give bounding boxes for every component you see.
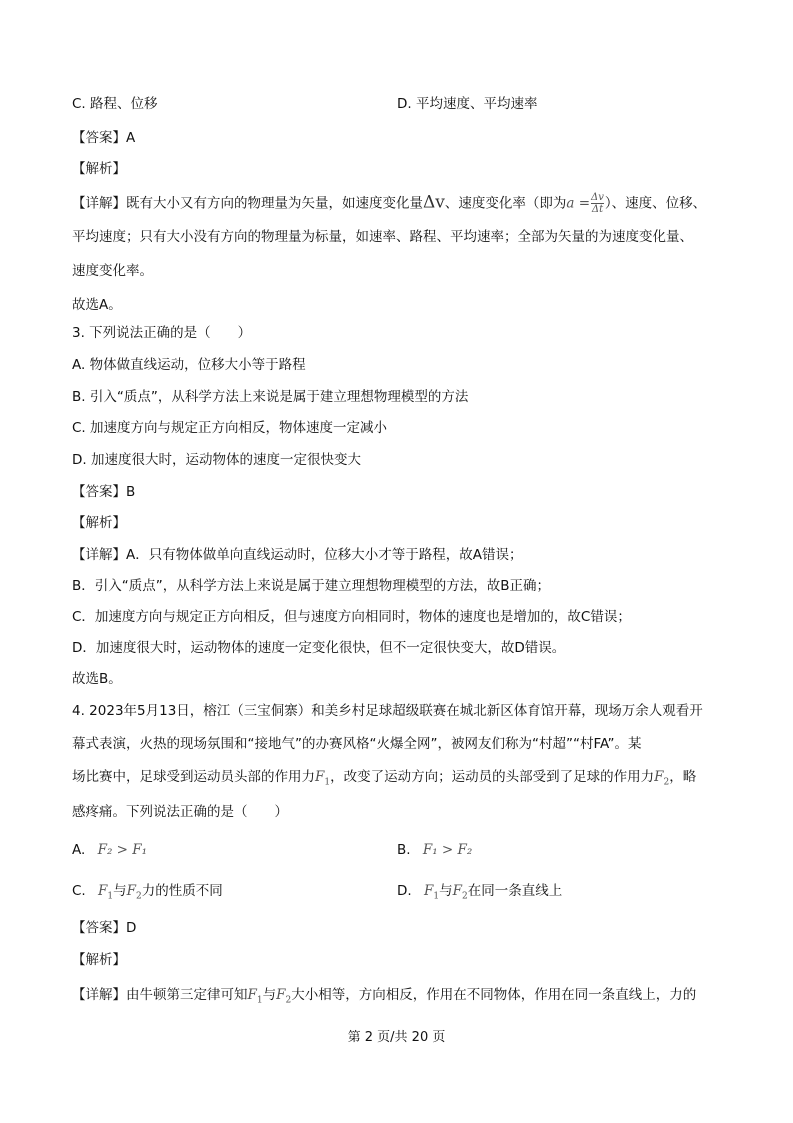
q3-option-d: D. 加速度很大时，运动物体的速度一定很快变大 (72, 452, 361, 468)
accel-lhs: a = (566, 195, 591, 212)
f2-symbol: $F_2$ (126, 883, 142, 902)
q3-detail-c: C．加速度方向与规定正方向相反，但与速度方向相同时，物体的速度也是增加的，故C错误； (72, 609, 631, 625)
q4-option-b (397, 840, 472, 860)
q4-stem-line-2: 幕式表演，火热的现场氛围和“接地气”的办赛风格“火爆全网”，被网友们称为“村超”“村FA”。某 (72, 736, 642, 752)
q3-option-b: B. 引入“质点”，从科学方法上来说是属于建立理想物理模型的方法 (72, 389, 469, 405)
accel-fraction (591, 192, 604, 215)
q3-stem: 3. 下列说法正确的是（ ） (72, 325, 252, 341)
q2-analysis-label: 【解析】 (72, 161, 126, 177)
q4-analysis-label: 【解析】 (72, 952, 126, 968)
q4-option-b-expr: F₁ > F₂ (422, 842, 473, 858)
q3-analysis-label: 【解析】 (72, 515, 126, 531)
q4-option-c (72, 881, 223, 907)
q3-detail-a: 【详解】A．只有物体做单向直线运动时，位移大小才等于路程，故A错误； (72, 547, 523, 563)
q4-stem-line-3 (72, 767, 696, 793)
q4-detail-a: 【详解】由牛顿第三定律可知 (72, 987, 248, 1003)
q4-option-a (72, 840, 147, 860)
q3-option-a: A. 物体做直线运动，位移大小等于路程 (72, 357, 306, 373)
q2-option-c: C. 路程、位移 (72, 96, 158, 112)
q4-option-c-label: C. (72, 883, 86, 899)
q3-conclusion: 故选B。 (72, 671, 122, 687)
page-footer: 第 2 页/共 20 页 (347, 1030, 446, 1045)
f2-symbol: $F_2$ (452, 883, 468, 902)
f1-symbol: $F_1$ (98, 883, 114, 902)
frac-numerator: Δv (591, 192, 604, 203)
q4-option-b-label: B. (397, 842, 411, 858)
q4-option-a-expr: F₂ > F₁ (97, 842, 148, 858)
q4-detail-line (72, 985, 696, 1011)
q2-detail-line-3: 速度变化率。 (72, 263, 153, 279)
q4-stem-3a: 场比赛中，足球受到运动员头部的作用力 (72, 769, 315, 785)
q4-option-d-text: 在同一条直线上 (467, 883, 563, 899)
q4-option-d-label: D. (397, 883, 412, 899)
q4-answer: 【答案】D (72, 920, 137, 936)
q4-stem-line-4: 感疼痛。下列说法正确的是（ ） (72, 804, 288, 820)
q2-answer: 【答案】A (72, 130, 136, 146)
q4-stem-3c: ，略 (669, 769, 697, 785)
q2-detail-line-1 (72, 192, 706, 215)
q3-answer: 【答案】B (72, 484, 136, 500)
q4-option-c-text: 力的性质不同 (141, 883, 223, 899)
q4-option-d (397, 881, 562, 907)
q3-detail-d: D．加速度很大时，运动物体的速度一定变化很快，但不一定很快变大，故D错误。 (72, 640, 566, 656)
q2-option-d: D. 平均速度、平均速率 (397, 96, 538, 112)
q2-detail-line-2: 平均速度；只有大小没有方向的物理量为标量，如速率、路程、平均速率；全部为矢量的为速度变化量、 (72, 229, 693, 245)
q4-option-a-label: A. (72, 842, 86, 858)
connector: 与 (439, 883, 453, 899)
q4-stem-line-1: 4. 2023年5月13日，榕江（三宝侗寨）和美乡村足球超级联赛在城北新区体育馆开幕，现场万余人观看开 (72, 703, 703, 719)
q2-detail-1c: ）、速度、位移、 (604, 195, 707, 212)
q2-conclusion: 故选A。 (72, 297, 122, 313)
f1-symbol: $F_1$ (247, 987, 263, 1006)
q4-detail-b: 大小相等，方向相反，作用在不同物体，作用在同一条直线上，力的 (291, 987, 697, 1003)
q3-option-c: C. 加速度方向与规定正方向相反，物体速度一定减小 (72, 420, 388, 436)
q3-detail-b: B．引入“质点”，从科学方法上来说是属于建立理想物理模型的方法，故B正确； (72, 578, 551, 594)
connector: 与 (113, 883, 127, 899)
connector: 与 (262, 987, 277, 1003)
f1-symbol: $F_1$ (423, 883, 440, 902)
f2-symbol: $F_2$ (276, 987, 292, 1006)
q4-stem-3b: ，改变了运动方向；运动员的头部受到了足球的作用力 (330, 769, 655, 785)
f1-symbol: $F_1$ (315, 769, 331, 788)
q2-detail-1b: 、速度变化率（即为 (444, 195, 567, 212)
delta-v-symbol: Δv (423, 192, 445, 213)
frac-denominator: Δt (591, 204, 604, 215)
f2-symbol: $F_2$ (654, 769, 670, 788)
q2-detail-1a: 【详解】既有大小又有方向的物理量为矢量，如速度变化量 (72, 195, 423, 212)
